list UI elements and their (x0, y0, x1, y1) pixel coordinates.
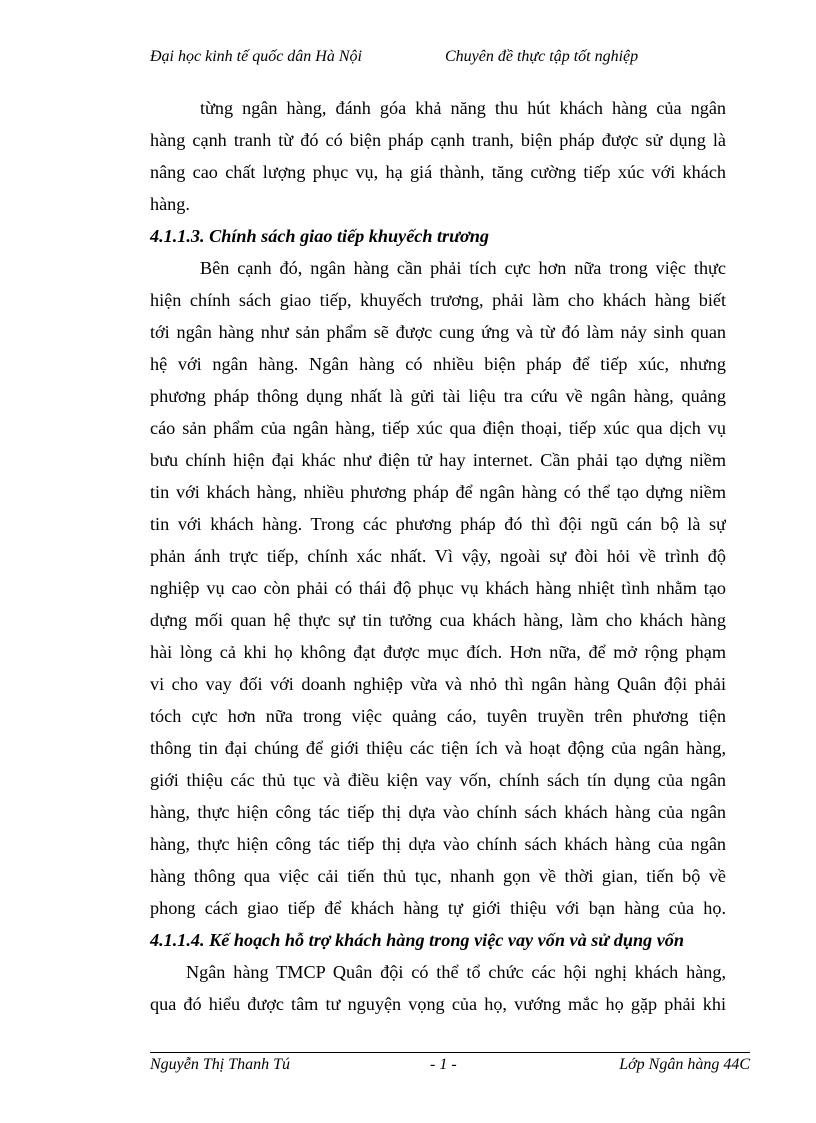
text-line: Ngân hàng TMCP Quân đội có thể tổ chức các hội nghị khách hàng, (186, 962, 726, 982)
document-body (150, 92, 726, 1020)
text-line: tin với khách hàng. Trong các phương pháp đó thì đội ngũ cán bộ là sự (150, 514, 726, 534)
text-line: Bên cạnh đó, ngân hàng cần phải tích cực hơn nữa trong việc thực (200, 258, 726, 278)
text-line: thông tin đại chúng để giới thiệu các tiện ích và hoạt động của ngân hàng, (150, 738, 726, 758)
footer-class: Lớp Ngân hàng 44C (619, 1056, 750, 1073)
text-line: nghiệp vụ cao còn phải có thái độ phục vụ khách hàng nhiệt tình nhằm tạo (150, 578, 726, 598)
text-line: hàng thông qua việc cải tiến thủ tục, nhanh gọn về thời gian, tiến bộ về (150, 866, 726, 886)
text-line: dựng mối quan hệ thực sự tin tưởng cua khách hàng, làm cho khách hàng (150, 610, 726, 630)
footer-author: Nguyễn Thị Thanh Tú (150, 1056, 291, 1073)
text-line: hài lòng cả khi họ không đạt được mục đích. Hơn nữa, để mở rộng phạm (150, 642, 726, 662)
section-heading-4-1-1-3: 4.1.1.3. Chính sách giao tiếp khuyếch trương (150, 226, 489, 246)
text-line: bưu chính hiện đại khác như điện tử hay internet. Cần phải tạo dựng niềm (150, 450, 726, 470)
text-line: vi cho vay đối với doanh nghiệp vừa và nhỏ thì ngân hàng Quân đội phải (150, 674, 726, 694)
text-line: hàng cạnh tranh từ đó có biện pháp cạnh tranh, biện pháp được sử dụng là (150, 130, 726, 150)
text-line: hệ với ngân hàng. Ngân hàng có nhiều biện pháp để tiếp xúc, nhưng (150, 354, 726, 374)
text-line: giới thiệu các thủ tục và điều kiện vay vốn, chính sách tín dụng của ngân (150, 770, 726, 790)
text-line: phong cách giao tiếp để khách hàng tự giới thiệu với bạn hàng của họ. (150, 898, 726, 918)
text-line: phương pháp thông dụng nhất là gửi tài liệu tra cứu về ngân hàng, quảng (150, 386, 726, 406)
footer-divider (150, 1052, 750, 1053)
text-line: phản ánh trực tiếp, chính xác nhất. Vì vậy, ngoài sự đòi hỏi về trình độ (150, 546, 726, 566)
text-line: nâng cao chất lượng phục vụ, hạ giá thành, tăng cường tiếp xúc với khách (150, 162, 726, 182)
text-line: tới ngân hàng như sản phẩm sẽ được cung ứng và từ đó làm nảy sinh quan (150, 322, 726, 342)
text-line: tóch cực hơn nữa trong việc quảng cáo, tuyên truyền trên phương tiện (150, 706, 726, 726)
text-line: cáo sản phẩm của ngân hàng, tiếp xúc qua điện thoại, tiếp xúc qua dịch vụ (150, 418, 726, 438)
page-footer (150, 1056, 750, 1078)
text-line: qua đó hiểu được tâm tư nguyện vọng của họ, vướng mắc họ gặp phải khi (150, 994, 726, 1014)
text-line: hiện chính sách giao tiếp, khuyếch trương, phải làm cho khách hàng biết (150, 290, 726, 310)
page-header (150, 48, 750, 70)
text-line: hàng, thực hiện công tác tiếp thị dựa vào chính sách khách hàng của ngân (150, 802, 726, 822)
header-document-type: Chuyên đề thực tập tốt nghiệp (445, 48, 639, 65)
text-line: từng ngân hàng, đánh góa khả năng thu hút khách hàng của ngân (200, 98, 726, 118)
text-line: hàng, thực hiện công tác tiếp thị dựa vào chính sách khách hàng của ngân (150, 834, 726, 854)
header-university: Đại học kinh tế quốc dân Hà Nội (150, 48, 362, 65)
text-line: hàng. (150, 194, 190, 214)
text-line: tin với khách hàng, nhiều phương pháp để ngân hàng có thể tạo dựng niềm (150, 482, 726, 502)
section-heading-4-1-1-4: 4.1.1.4. Kế hoạch hỗ trợ khách hàng trong việc vay vốn và sử dụng vốn (150, 930, 684, 950)
page-number: - 1 - (430, 1056, 457, 1073)
